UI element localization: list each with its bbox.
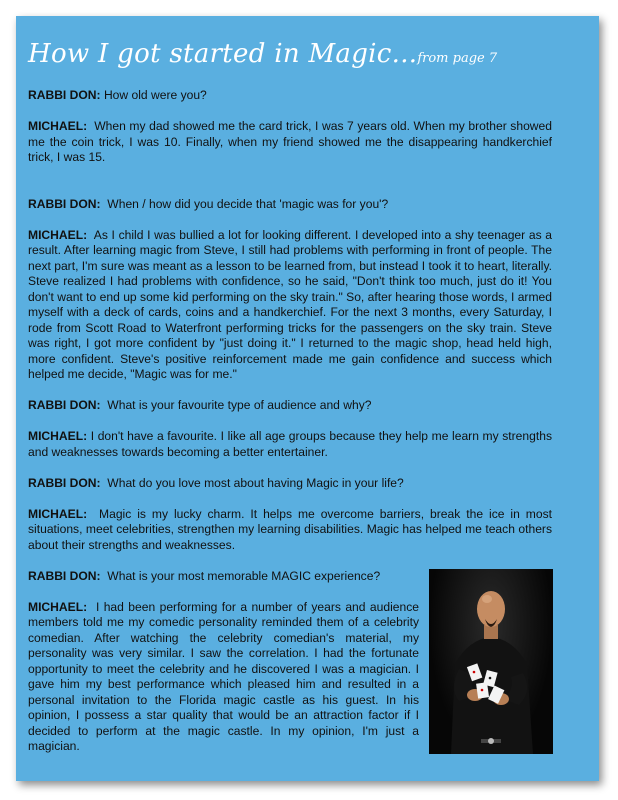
dialogue-text: When / how did you decide that 'magic was for you'? — [107, 196, 389, 211]
magazine-page — [16, 16, 599, 781]
dialogue-text: What do you love most about having Magic in your life? — [107, 475, 404, 490]
speaker-label: MICHAEL: — [28, 119, 88, 133]
head-highlight — [482, 595, 492, 603]
speaker-label: RABBI DON: — [28, 196, 101, 211]
title-continuation: from page 7 — [417, 51, 498, 66]
speaker-label: RABBI DON: — [28, 568, 101, 583]
speaker-label: RABBI DON: — [28, 398, 101, 412]
speaker-label: RABBI DON: — [28, 88, 101, 102]
dialogue-line — [28, 228, 552, 383]
interview-text — [28, 88, 552, 770]
dialogue-line — [28, 507, 552, 554]
card-pip — [473, 670, 476, 673]
card-pip — [481, 688, 484, 691]
dialogue-text: What is your most memorable MAGIC experience? — [107, 568, 381, 583]
speaker-label: RABBI DON: — [28, 475, 101, 490]
belt-buckle — [488, 738, 494, 744]
speaker-label: MICHAEL: — [28, 227, 88, 242]
head-shape — [477, 591, 505, 627]
dialogue-line — [28, 429, 552, 460]
page-title — [28, 38, 497, 75]
speaker-label: MICHAEL: — [28, 599, 88, 614]
dialogue-text: What is your favourite type of audience and why? — [107, 398, 372, 412]
speaker-label: MICHAEL: — [28, 429, 88, 443]
dialogue-text: I had been performing for a number of years and audience members told me my comedic personality reminded them of a celebrity comedian. After watching the celebrity comedian's material, my personality was very similar. I saw the correlation. I had the fortunate opportunity to meet the celebrity and he discovered I was a magician. I gave him my best performance which pleased him and resulted in a personal invitation to the Florida magic castle as his guest. In his opinion, I possess a star quality that would be an attraction factor if I decided to perform at the magic castle. In my opinion, I'm just a magician. — [28, 599, 419, 753]
dialogue-line — [28, 197, 552, 213]
magician-illustration — [429, 569, 553, 754]
title-main: How I got started in Magic... — [28, 39, 418, 69]
dialogue-text: Magic is my lucky charm. It helps me overcome barriers, break the ice in most situations, meet celebrities, strengthen my learning disabilities. Magic has helped me teach others about their strengths and weaknesses. — [28, 506, 552, 552]
speaker-label: MICHAEL: — [28, 506, 88, 521]
neck-shape — [484, 625, 498, 639]
magician-photo — [429, 569, 553, 754]
dialogue-text: When my dad showed me the card trick, I was 7 years old. When my brother showed me the coin trick, I was 10. Finally, when my friend showed me the disappearing handkerchief trick, I was 15. — [28, 119, 552, 164]
card-pip — [489, 676, 492, 679]
dialogue-text: How old were you? — [103, 88, 207, 102]
dialogue-line — [28, 476, 552, 492]
dialogue-line — [28, 398, 552, 414]
dialogue-text: As I child I was bullied a lot for looking different. I developed into a shy teenager as a result. After learning magic from Steve, I still had problems with performing in front of people. The next part, I'm sure was meant as a lesson to be learned from, but instead I took it to heart, literally. Steve realized I had problems with confidence, so he said, "Don't think too much, just do it! You don't want to end up some kid performing on the sky train." So, after hearing those words, I armed myself with a deck of cards, coins and a handkerchief. For the next 3 months, every Saturday, I rode from Scott Road to Waterfront performing tricks for the passengers on the sky train. Steve was right, I got more confident by "just doing it." I returned to the magic shop, head held high, more confident. Steve's positive reinforcement made me gain confidence and success which helped me decide, "Magic was for me." — [28, 227, 552, 381]
dialogue-line — [28, 88, 552, 104]
dialogue-line — [28, 119, 552, 166]
dialogue-text: I don't have a favourite. I like all age groups because they help me learn my strengths and weaknesses towards becoming a better entertainer. — [28, 429, 552, 459]
